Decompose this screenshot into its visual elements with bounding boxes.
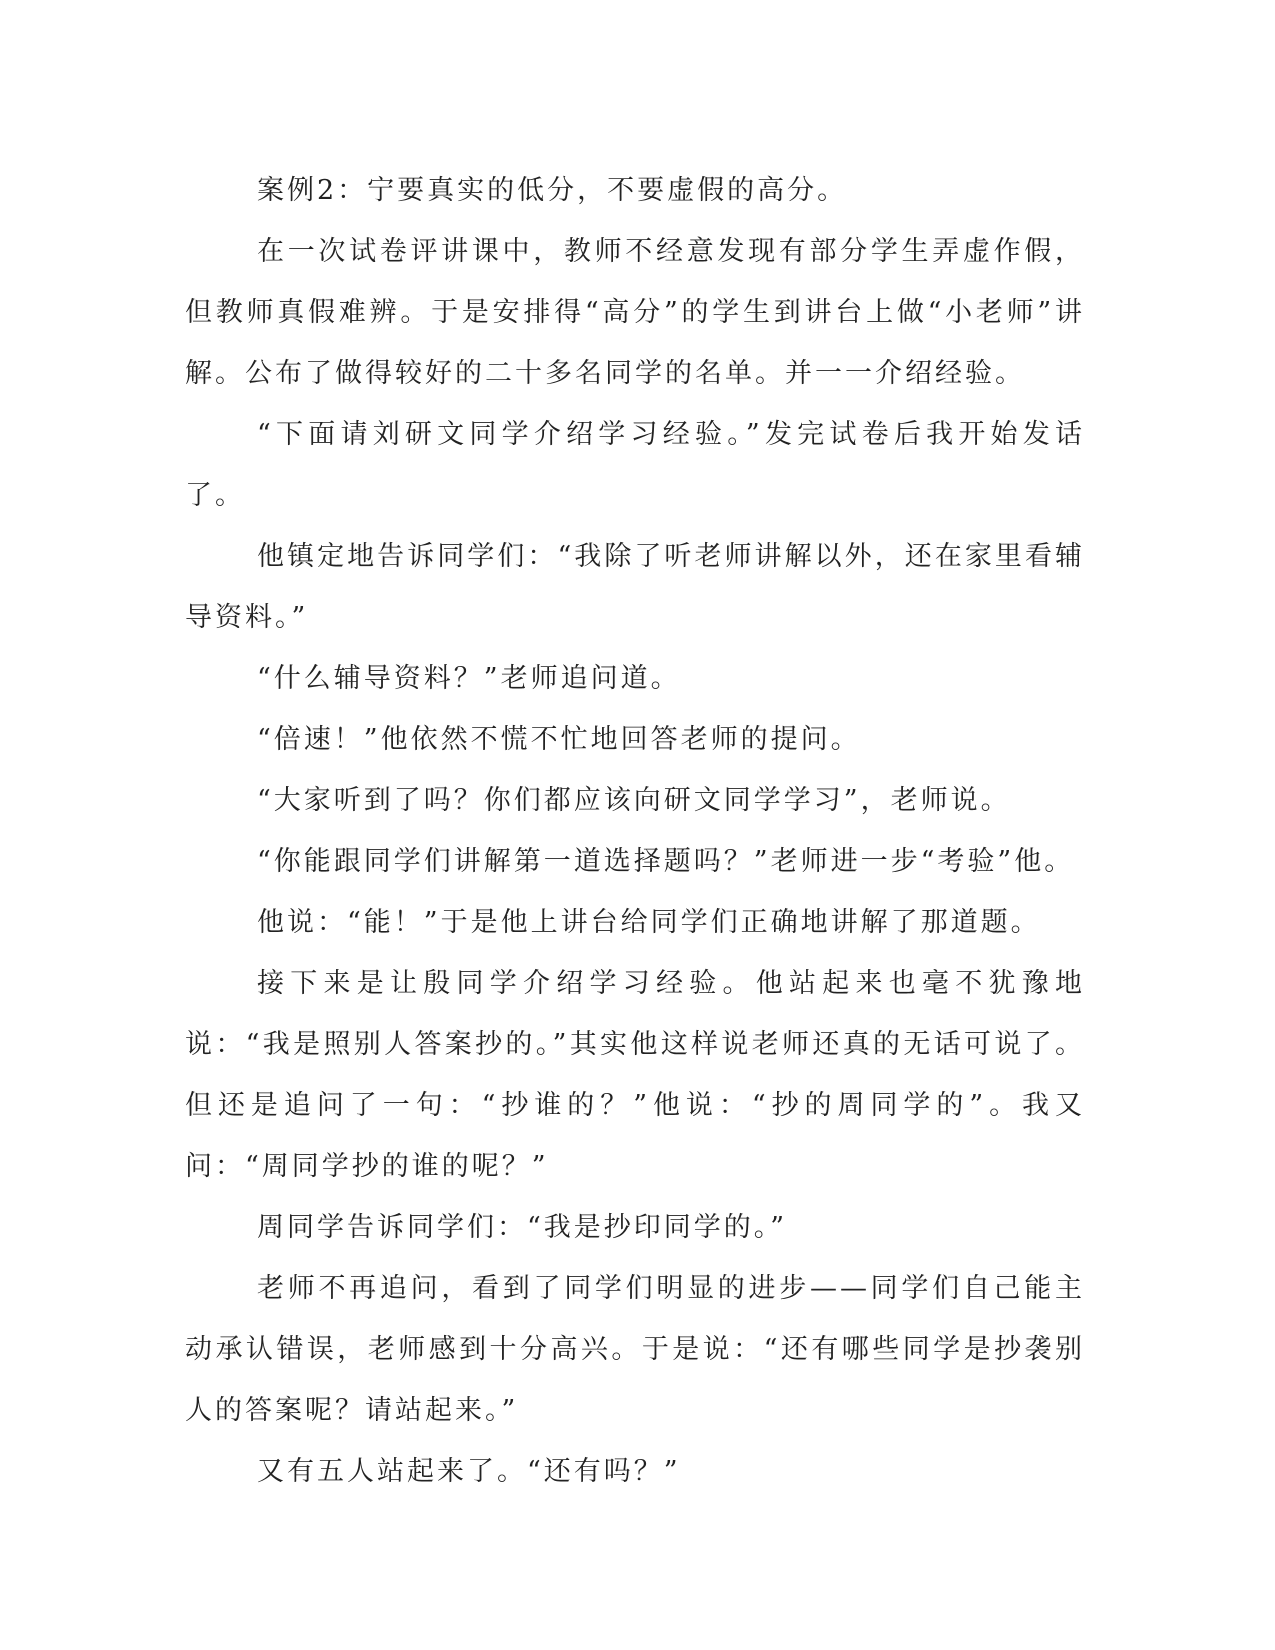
paragraph: 周同学告诉同学们：“我是抄印同学的。” <box>257 1212 788 1243</box>
document-body <box>185 160 1085 1502</box>
paragraph: 老师不再追问，看到了同学们明显的进步——同学们自己能主动承认错误，老师感到十分高兴。于是说：“还有哪些同学是抄袭别人的答案呢？请站起来。” <box>185 1273 1085 1426</box>
paragraph: 又有五人站起来了。“还有吗？” <box>257 1456 681 1487</box>
paragraph: “倍速！”他依然不慌不忙地回答老师的提问。 <box>257 724 861 755</box>
case-title-paragraph: 案例2：宁要真实的低分，不要虚假的高分。 <box>257 175 848 206</box>
paragraph: “什么辅导资料？”老师追问道。 <box>257 663 681 694</box>
paragraph: “你能跟同学们讲解第一道选择题吗？”老师进一步“考验”他。 <box>257 846 1075 877</box>
paragraph: 接下来是让殷同学介绍学习经验。他站起来也毫不犹豫地说：“我是照别人答案抄的。”其实他这样说老师还真的无话可说了。但还是追问了一句：“抄谁的？”他说：“抄的周同学的”。我又问：“周同学抄的谁的呢？” <box>185 968 1085 1182</box>
paragraph: “大家听到了吗？你们都应该向研文同学学习”，老师说。 <box>257 785 1011 816</box>
paragraph: 他说：“能！”于是他上讲台给同学们正确地讲解了那道题。 <box>257 907 1041 938</box>
paragraph: “下面请刘研文同学介绍学习经验。”发完试卷后我开始发话了。 <box>185 419 1085 511</box>
paragraph: 他镇定地告诉同学们：“我除了听老师讲解以外，还在家里看辅导资料。” <box>185 541 1085 633</box>
paragraph: 在一次试卷评讲课中，教师不经意发现有部分学生弄虚作假，但教师真假难辨。于是安排得“高分”的学生到讲台上做“小老师”讲解。公布了做得较好的二十多名同学的名单。并一一介绍经验。 <box>185 236 1085 389</box>
